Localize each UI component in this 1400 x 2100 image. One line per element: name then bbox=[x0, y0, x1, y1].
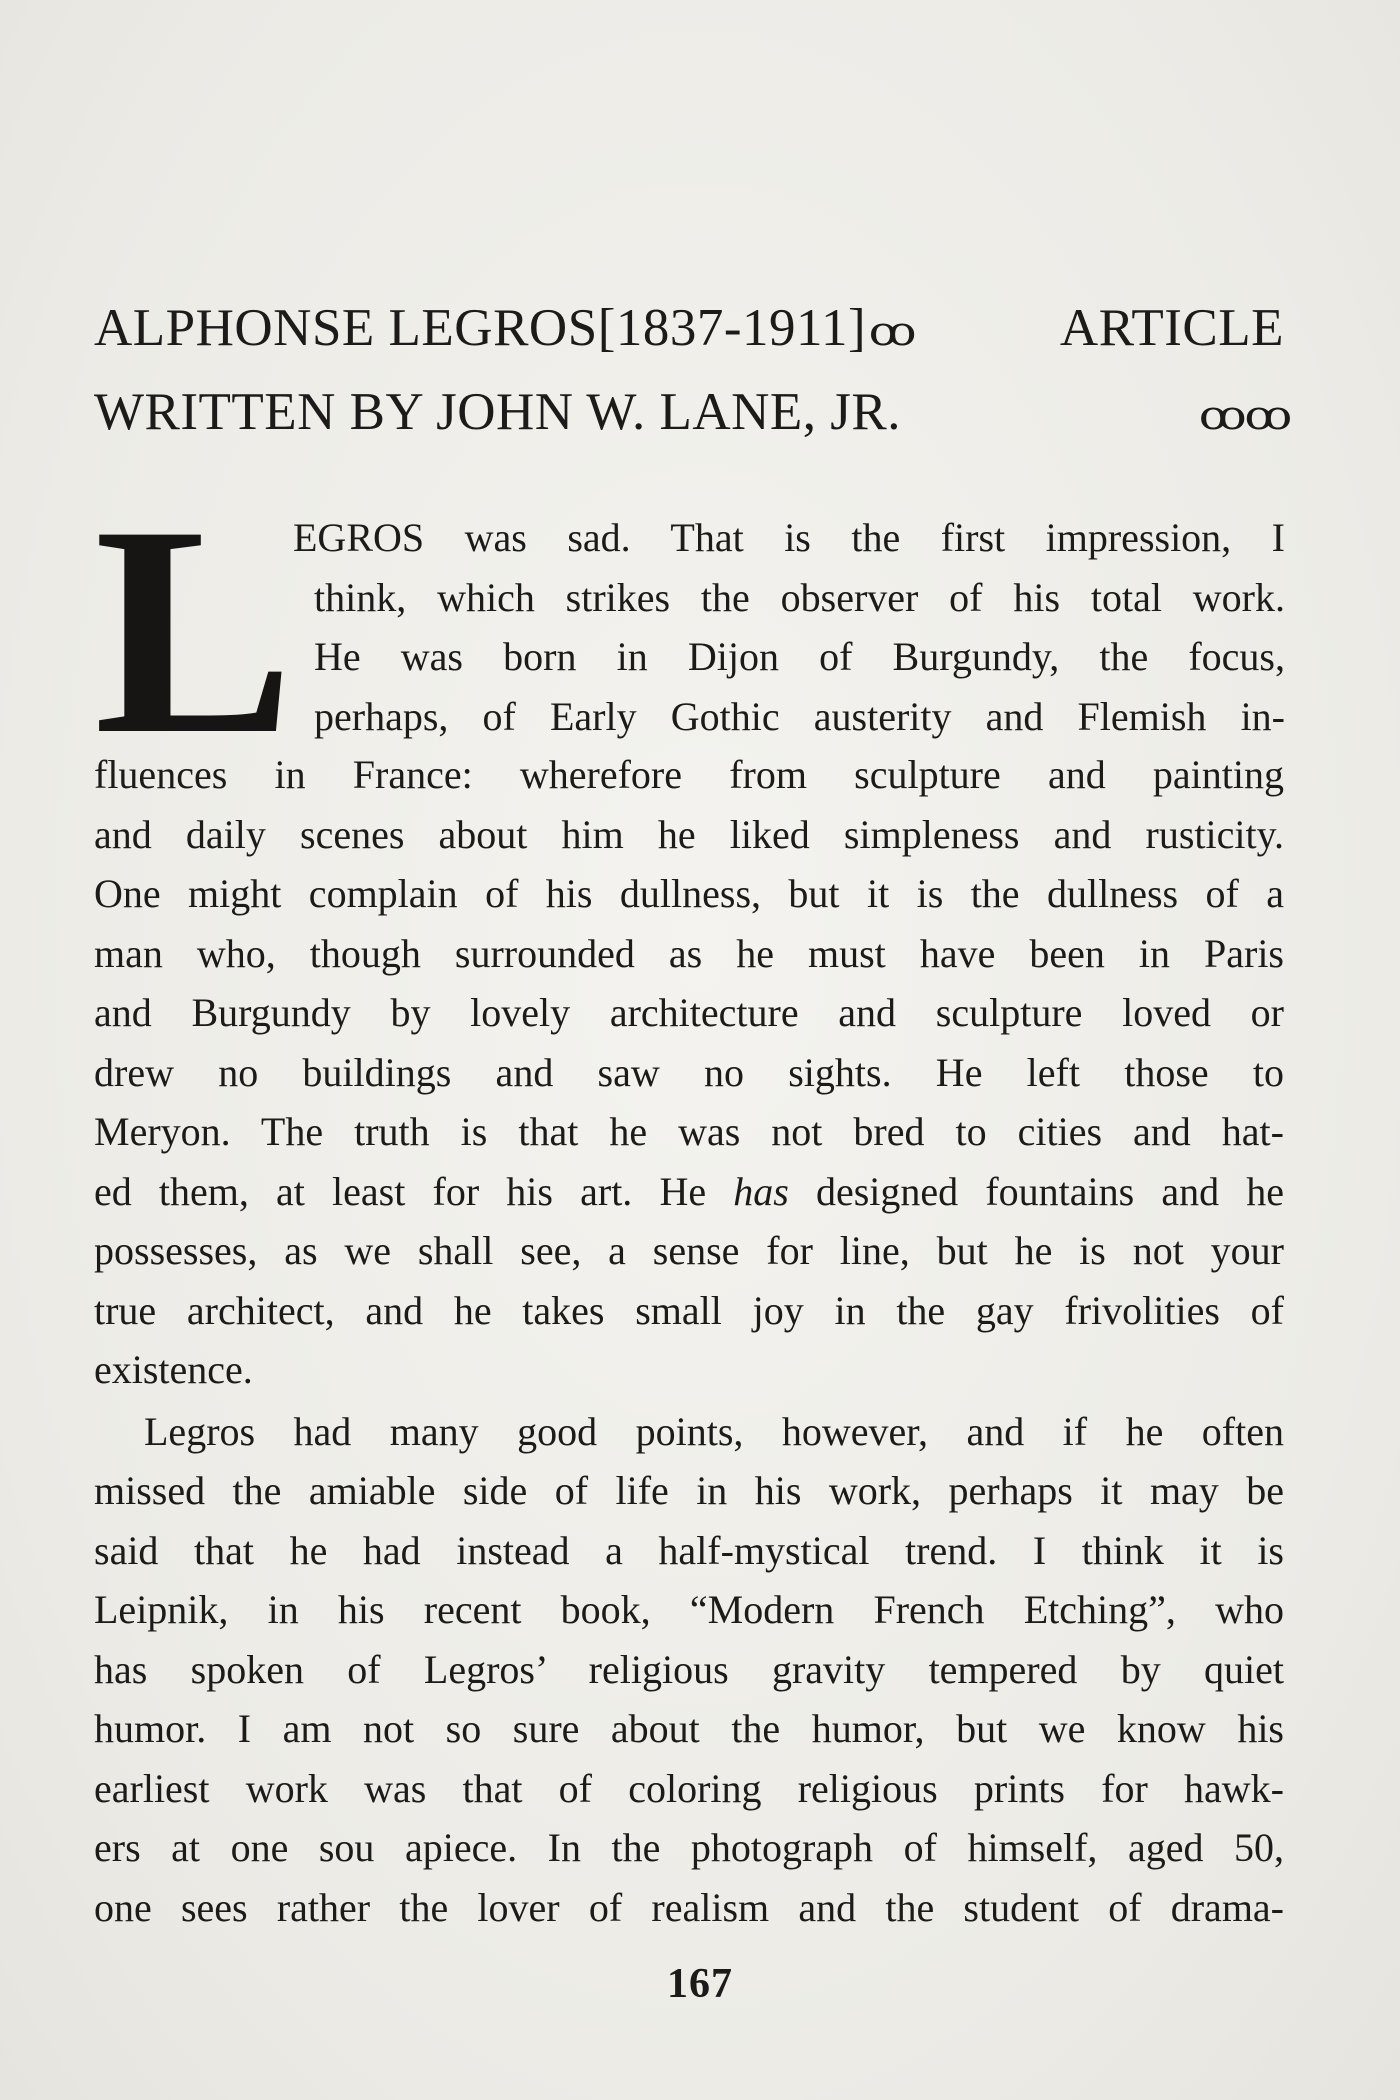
text-line: ers at one sou apiece. In the photograph of himself, aged 50, bbox=[94, 1825, 1284, 1870]
lead-line: EGROS was sad. That is the first impression, I bbox=[293, 515, 1285, 560]
heading-dates: [1837-1911] bbox=[597, 299, 867, 357]
heading-subject: ALPHONSE LEGROS bbox=[94, 299, 598, 357]
heading-article-word: ARTICLE bbox=[1059, 299, 1284, 357]
lead-line: think, which strikes the observer of his total work. bbox=[314, 574, 1285, 620]
lead-line: perhaps, of Early Gothic austerity and Flemish in- bbox=[314, 693, 1285, 739]
text-line: missed the amiable side of life in his work, perhaps it may be bbox=[94, 1468, 1284, 1513]
article-body bbox=[94, 745, 1284, 1937]
text-line: has spoken of Legros’ religious gravity tempered by quiet bbox=[94, 1646, 1284, 1692]
text-line: said that he had instead a half-mystical trend. I think it is bbox=[94, 1527, 1284, 1573]
text-line: One might complain of his dullness, but it is the dullness of a bbox=[94, 871, 1284, 916]
text-line: Legros had many good points, however, and if he often bbox=[144, 1408, 1284, 1454]
text-line: existence. bbox=[94, 1347, 253, 1392]
text-line: humor. I am not so sure about the humor, but we know his bbox=[94, 1706, 1284, 1751]
paragraph-2 bbox=[94, 1402, 1284, 1938]
text-line: and Burgundy by lovely architecture and sculpture loved or bbox=[94, 990, 1284, 1035]
text-line: fluences in France: wherefore from sculpture and painting bbox=[94, 752, 1284, 797]
text-line: drew no buildings and saw no sights. He left those to bbox=[94, 1049, 1284, 1095]
text-line: Leipnik, in his recent book, “Modern French Etching”, who bbox=[94, 1587, 1284, 1632]
fleuron-ornament-icon: ꝏ bbox=[868, 309, 910, 354]
lead-line: He was born in Dijon of Burgundy, the focus, bbox=[314, 634, 1285, 679]
text-line: man who, though surrounded as he must have been in Paris bbox=[94, 930, 1284, 976]
text-line: ed them, at least for his art. He has designed fountains and he bbox=[94, 1168, 1284, 1214]
text-line: and daily scenes about him he liked simpleness and rusticity. bbox=[94, 811, 1284, 857]
heading-line-2 bbox=[94, 372, 1284, 456]
drop-cap-letter: L bbox=[94, 464, 295, 796]
text-line: possesses, as we shall see, a sense for line, but he is not your bbox=[94, 1228, 1284, 1273]
text-line: true architect, and he takes small joy in the gay frivolities of bbox=[94, 1287, 1284, 1333]
lead-lines bbox=[293, 508, 1285, 746]
paragraph-1 bbox=[94, 745, 1284, 1400]
article-heading bbox=[94, 288, 1284, 456]
text-line: Meryon. The truth is that he was not bred to cities and hat- bbox=[94, 1109, 1284, 1154]
double-fleuron-ornament-icon: ꝏ ꝏ bbox=[1198, 393, 1286, 438]
heading-byline: WRITTEN BY JOHN W. LANE, JR. bbox=[94, 383, 902, 441]
text-line: one sees rather the lover of realism and the student of drama- bbox=[94, 1884, 1284, 1930]
heading-line-1 bbox=[94, 288, 1284, 372]
page-number: 167 bbox=[667, 1961, 733, 2007]
text-line: earliest work was that of coloring religious prints for hawk- bbox=[94, 1765, 1284, 1811]
